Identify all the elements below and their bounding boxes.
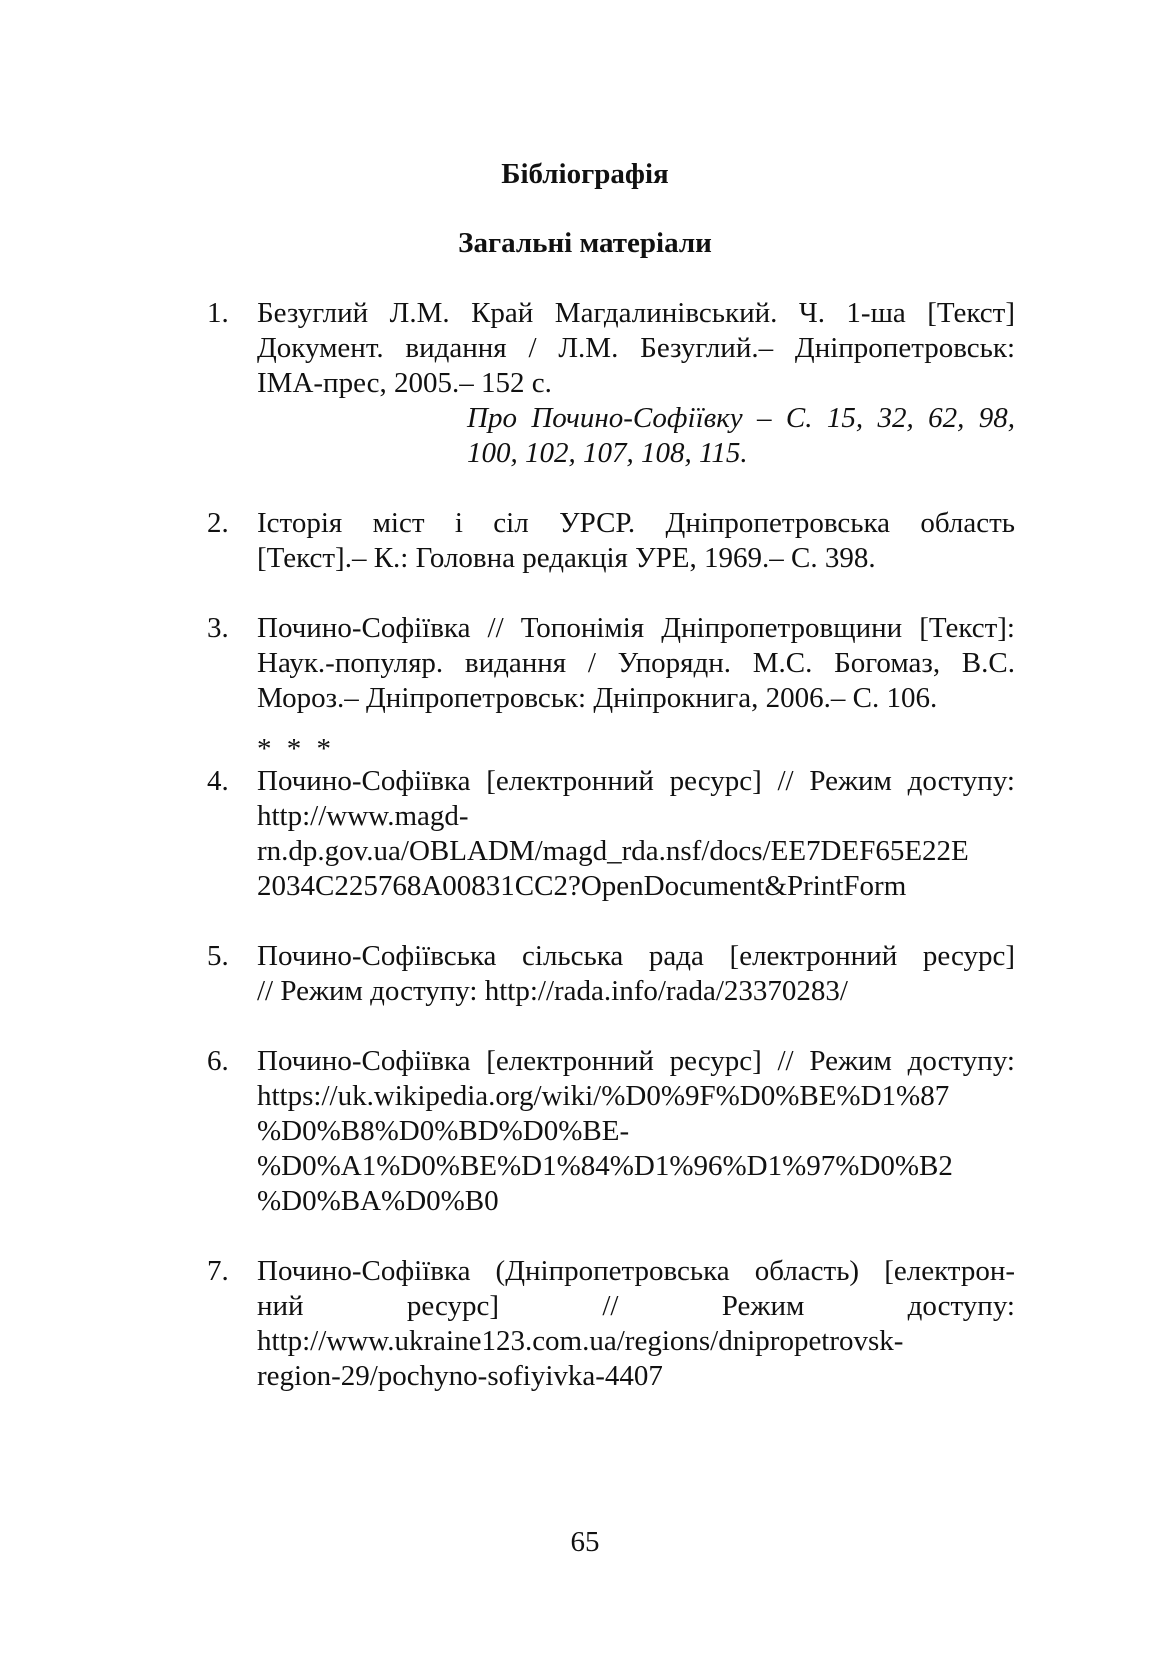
- entry-line: // Режим доступу: http://rada.info/rada/23370283/: [257, 975, 848, 1007]
- entry-number: 2.: [207, 507, 229, 539]
- page-number: 65: [570, 1526, 600, 1558]
- entry-number: 5.: [207, 940, 229, 972]
- entry-line: Історія міст і сіл УРСР. Дніпропетровська область: [257, 507, 1015, 539]
- entry-line: Почино-Софіївка [електронний ресурс] // Режим доступу:: [257, 1045, 1015, 1077]
- bibliography-entry-4: [207, 764, 1015, 904]
- entry-url-line: https://uk.wikipedia.org/wiki/%D0%9F%D0%BE%D1%87: [257, 1080, 950, 1112]
- entry-line: Мороз.– Дніпропетровськ: Дніпрокнига, 2006.– С. 106.: [257, 682, 938, 714]
- entry-line: Почино-Софіївська сільська рада [електронний ресурс]: [257, 940, 1015, 972]
- entry-url-line: %D0%A1%D0%BE%D1%84%D1%96%D1%97%D0%B2: [257, 1150, 953, 1182]
- entry-number: 6.: [207, 1045, 229, 1077]
- bibliography-entry-6: [207, 1044, 1015, 1219]
- entry-url-line: http://www.ukraine123.com.ua/regions/dnipropetrovsk-: [257, 1325, 904, 1357]
- entry-number: 3.: [207, 612, 229, 644]
- entry-line: Наук.-популяр. видання / Упорядн. М.С. Богомаз, В.С.: [257, 647, 1015, 679]
- bibliography-entry-7: [207, 1254, 1015, 1394]
- entry-line: Документ. видання / Л.М. Безуглий.– Дніпропетровськ:: [257, 332, 1015, 364]
- section-subtitle: Загальні матеріали: [458, 227, 712, 259]
- entry-note: Про Почино-Софіївку – С. 15, 32, 62, 98,: [467, 402, 1015, 434]
- bibliography-entry-5: [207, 939, 1015, 1009]
- entry-url-line: 2034C225768A00831CC2?OpenDocument&PrintForm: [257, 870, 907, 902]
- bibliography-entry-1: [207, 296, 1015, 471]
- entry-url-line: %D0%B8%D0%BD%D0%BE-: [257, 1115, 630, 1147]
- entry-line: [Текст].– К.: Головна редакція УРЕ, 1969.– С. 398.: [257, 542, 876, 574]
- bibliography-entry-3: [207, 611, 1015, 716]
- entry-url-line: http://www.magd-: [257, 800, 469, 832]
- entry-line: Почино-Софіївка [електронний ресурс] // Режим доступу:: [257, 765, 1015, 797]
- entry-line: ний ресурс] // Режим доступу:: [257, 1290, 1015, 1322]
- entry-url-line: %D0%BA%D0%B0: [257, 1185, 499, 1217]
- entry-number: 7.: [207, 1255, 229, 1287]
- entry-url-line: region-29/pochyno-sofiyivka-4407: [257, 1360, 663, 1392]
- entry-number: 1.: [207, 297, 229, 329]
- entry-url-line: rn.dp.gov.ua/OBLADM/magd_rda.nsf/docs/EE7DEF65E22E: [257, 835, 969, 867]
- bibliography-list: [207, 296, 1015, 1394]
- entry-number: 4.: [207, 765, 229, 797]
- page-title: Бібліографія: [501, 158, 669, 190]
- entry-line: ІМА-прес, 2005.– 152 с.: [257, 367, 552, 399]
- entry-line: Почино-Софіївка (Дніпропетровська область) [електрон-: [257, 1255, 1015, 1287]
- section-separator: * * *: [257, 733, 335, 765]
- entry-line: Почино-Софіївка // Топонімія Дніпропетровщини [Текст]:: [257, 612, 1015, 644]
- bibliography-entry-2: [207, 506, 1015, 576]
- entry-line: Безуглий Л.М. Край Магдалинівський. Ч. 1-ша [Текст]: [257, 297, 1015, 329]
- entry-note: 100, 102, 107, 108, 115.: [467, 437, 748, 469]
